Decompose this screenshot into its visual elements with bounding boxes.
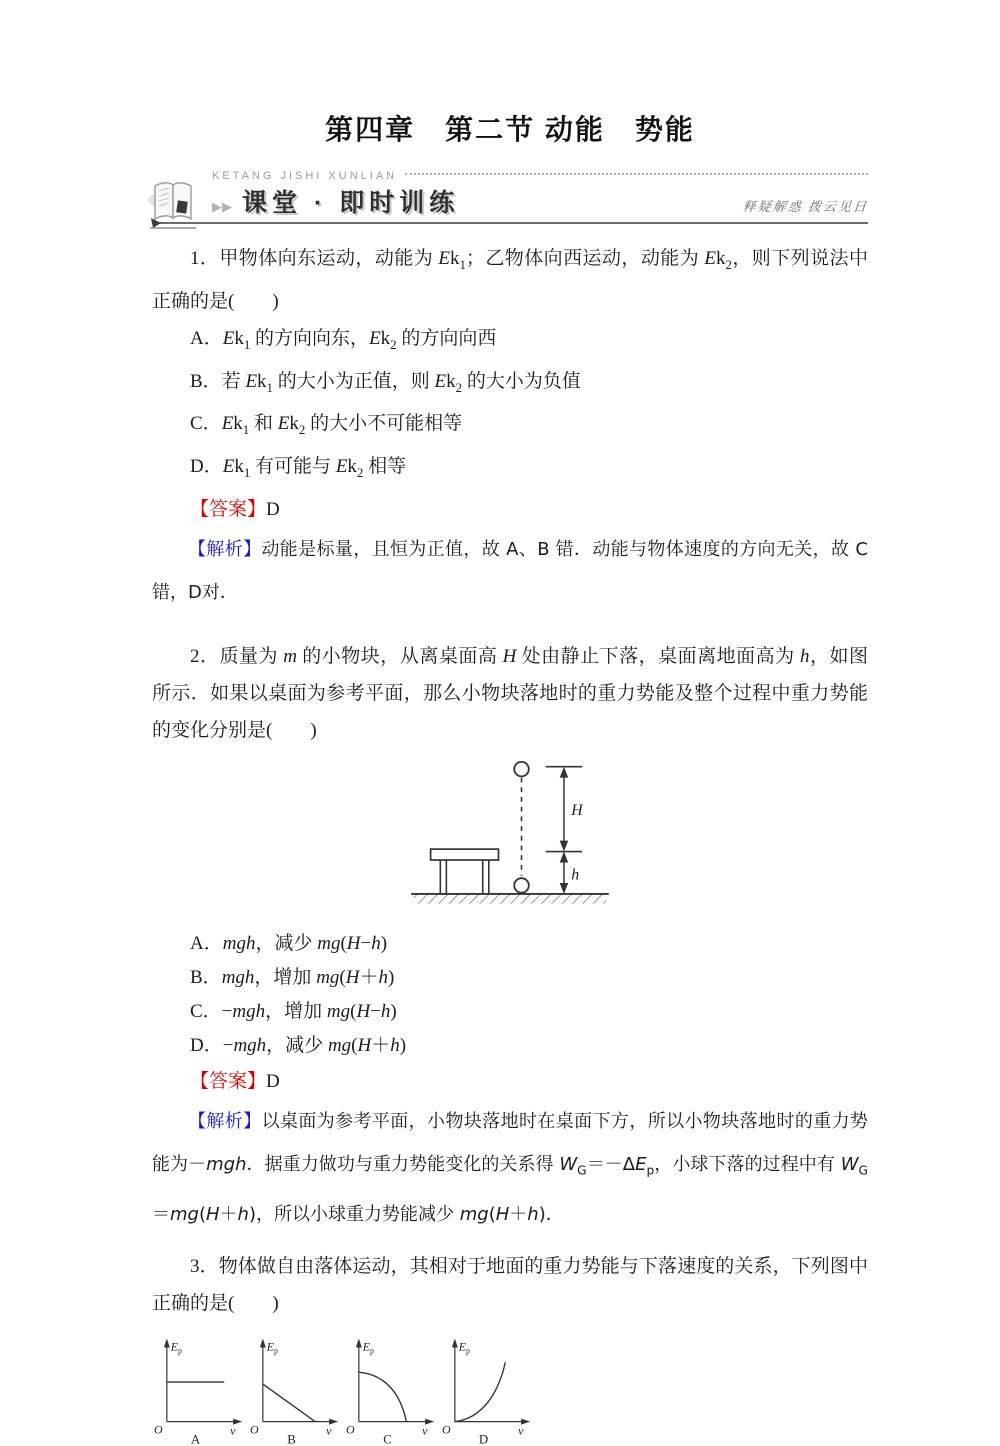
question-1-answer-line: [152, 491, 868, 528]
analysis-tag: 【解析】: [188, 1111, 262, 1133]
worksheet-content: [152, 240, 868, 1446]
svg-text:Ep: $E_p$: [266, 1339, 279, 1356]
banner-heading: 课堂 · 即时训练: [242, 189, 460, 217]
icon-dark-tab: [176, 200, 188, 213]
question-1-option-a: A．$Ek_1$ 的方向向东，$Ek_2$ 的方向向西: [190, 327, 497, 352]
question-1-stem: 1．甲物体向东运动，动能为 $Ek_1$；乙物体向西运动，动能为 $Ek_2$，则下列说法中正确的是( ): [152, 248, 868, 312]
curve-concave-down: [359, 1372, 406, 1421]
question-3-stem: 3．物体做自由落体运动，其相对于地面的重力势能与下落速度的关系，下列图中正确的是( ): [152, 1256, 868, 1315]
question-2-option-d: D．−mgh，减少 mg(H＋h): [190, 1035, 407, 1057]
answer-tag: 【答案】: [190, 1071, 267, 1093]
ball-start: [514, 762, 529, 777]
question-3: [152, 1248, 868, 1446]
svg-text:v: v: [230, 1423, 236, 1438]
banner-eyebrow-row: [212, 170, 868, 182]
label-H: H: [571, 802, 583, 820]
banner-eyebrow: KETANG JISHI XUNLIAN: [212, 170, 398, 182]
H-dimension-arrow: [560, 767, 568, 852]
graph-letter: C: [383, 1432, 392, 1446]
question-1-option-d: D．$Ek_1$ 有可能与 $Ek_2$ 相等: [190, 456, 407, 480]
question-2: [152, 638, 868, 1236]
graph-letter: B: [287, 1432, 296, 1446]
svg-text:v: v: [422, 1423, 428, 1438]
question-2-answer-line: [152, 1063, 868, 1100]
svg-text:Ep: $E_p$: [170, 1339, 183, 1356]
analysis-text: 动能是标量，且恒为正值，故 A、B 错．动能与物体速度的方向无关，故 C 错，D对．: [152, 538, 868, 603]
svg-text:v: v: [518, 1423, 524, 1438]
table-top: [431, 849, 499, 860]
banner-text: [212, 170, 868, 219]
dotted-rule: [405, 173, 868, 175]
analysis-tag: 【解析】: [188, 538, 262, 560]
ball-end: [514, 878, 529, 893]
curve-linear-decrease: [263, 1384, 315, 1422]
book-right-page: [173, 183, 191, 219]
answer-value: D: [266, 498, 280, 520]
curve-concave-up: [455, 1362, 505, 1421]
analysis-text: 以桌面为参考平面，小物块落地时在桌面下方，所以小物块落地时的重力势能为－mgh．据重力做功与重力势能变化的关系得 $W_G=-\Delta E_p$，小球下落的过程中有 $W_G=mg(H+h)$，所以小球重力势能减少 mg(H＋h)．: [152, 1111, 869, 1226]
svg-text:O: O: [249, 1422, 259, 1437]
question-1: [152, 240, 868, 614]
table-legs: [440, 860, 488, 894]
double-arrow-icon: ▶▶: [212, 200, 232, 215]
icon-dark-wedge: [151, 218, 161, 228]
question-2-option-c: C．−mgh，增加 mg(H−h): [190, 1001, 397, 1023]
svg-text:O: O: [153, 1422, 163, 1437]
graph-option-D: [440, 1332, 534, 1446]
banner-slogan: 释疑解惑 拨云见日: [741, 199, 869, 214]
question-1-analysis: [152, 528, 868, 614]
page-title: 第四章 第二节 动能 势能: [325, 114, 695, 145]
graph-letter: A: [190, 1432, 201, 1446]
svg-text:O: O: [345, 1422, 355, 1437]
graph-option-C: [344, 1332, 438, 1446]
question-3-graphs: [152, 1332, 868, 1446]
graph-letter: D: [478, 1432, 489, 1446]
label-h: h: [571, 866, 580, 884]
question-2-option-b: B．mgh，增加 mg(H＋h): [190, 967, 395, 989]
question-1-option-c: C．$Ek_1$ 和 $Ek_2$ 的大小不可能相等: [190, 413, 463, 438]
question-2-analysis: [152, 1100, 868, 1236]
question-1-option-b: B．若 $Ek_1$ 的大小为正值，则 $Ek_2$ 的大小为负值: [190, 370, 581, 395]
section-banner: [152, 170, 868, 224]
falling-ball-figure: [410, 757, 610, 909]
graph-option-B: [248, 1332, 342, 1446]
svg-text:v: v: [326, 1423, 332, 1438]
h-dimension-arrow: [560, 852, 568, 894]
banner-heading-row: [212, 183, 868, 219]
svg-text:Ep: $E_p$: [458, 1339, 471, 1356]
question-2-figure-wrap: [152, 757, 868, 922]
answer-value: D: [266, 1071, 280, 1093]
ground-hatching: [414, 894, 607, 904]
open-book-icon: [146, 176, 200, 232]
graph-option-A: [152, 1332, 246, 1446]
answer-tag: 【答案】: [190, 498, 267, 520]
question-2-stem: 2．质量为 m 的小物块，从离桌面高 H 处由静止下落，桌面离地面高为 h，如图所示．如果以桌面为参考平面，那么小物块落地时的重力势能及整个过程中重力势能的变化分别是( ): [152, 645, 868, 741]
svg-text:Ep: $E_p$: [362, 1339, 375, 1356]
book-left-page: [155, 183, 173, 219]
question-2-option-a: A．mgh，减少 mg(H−h): [190, 933, 388, 955]
svg-text:O: O: [441, 1422, 451, 1437]
